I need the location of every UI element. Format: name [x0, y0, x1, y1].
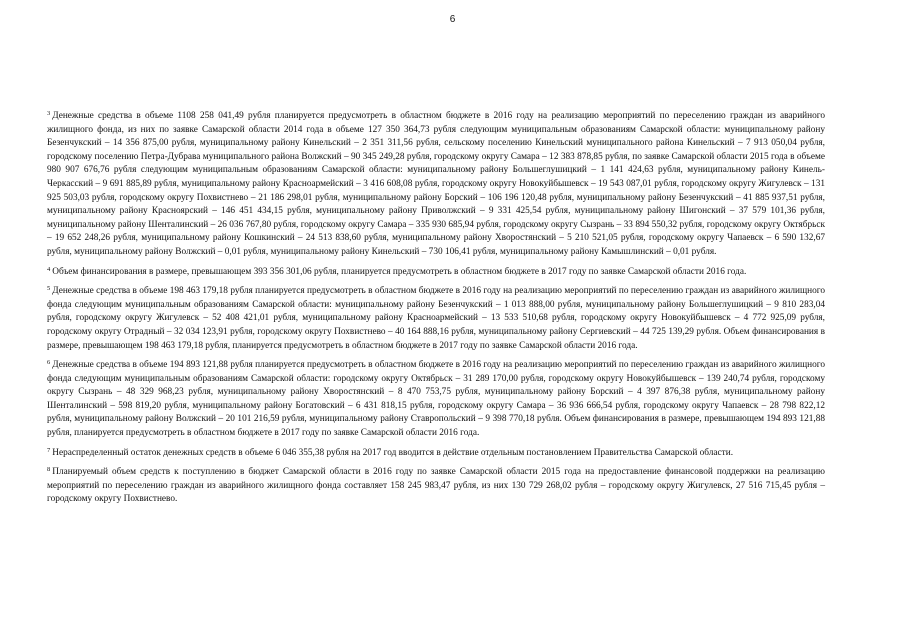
footnote-marker: 3 [47, 110, 51, 117]
footnote-text: Денежные средства в объеме 1108 258 041,49 рубля планируется предусмотреть в областном бюджете в 2016 году на реализацию мероприятий по переселению граждан из аварийного жилищного фонда, из них по заявке Самарской области 2014 года в объеме 127 350 364,73 рубля следующим муниципальным образованиям Самарской области: муниципальному району Безенчукский – 14 356 875,00 рубля, муниципальному району Кинельский – 2 351 311,56 рубля, сельскому поселению Кинельский муниципального района Кинельский – 7 913 050,04 рубля, городскому поселению Петра-Дубрава муниципального района Волжский – 90 345 249,28 рубля, городскому округу Самара – 12 383 878,85 рубля, по заявке Самарской области 2015 года в объеме 980 907 676,76 рубля следующим муниципальным образованиям Самарской области: муниципальному району Большеглушицкий – 1 141 424,63 рубля, муниципальному району Кинель-Черкасский – 9 691 885,89 рубля, муниципальному району Красноармейский – 3 416 608,08 рубля, городскому округу Новокуйбышевск – 19 543 087,01 рубля, городскому округу Жигулевск – 131 925 503,03 рубля, городскому округу Похвистнево – 21 186 298,01 рубля, муниципальному району Борский – 106 196 120,48 рубля, муниципальному району Безенчукский – 41 885 937,51 рубля, муниципальному району Красноярский – 146 451 434,15 рубля, муниципальному району Приволжский – 9 331 425,54 рубля, муниципальному району Шигонский – 37 579 101,36 рубля, муниципальному району Шенталинский – 26 036 767,80 рубля, городскому округу Самара – 335 930 685,94 рубля, городскому округу Сызрань – 33 894 550,32 рубля, городскому округу Октябрьск – 19 652 248,26 рубля, муниципальному району Кошкинский – 24 513 838,60 рубля, муниципальному району Хворостянский – 5 210 521,05 рубля, городскому округу Чапаевск – 6 590 132,67 рубля, муниципальному району Волжский – 0,01 рубля, муниципальному району Кинельский – 730 106,41 рубля, муниципальному району Камышлинский – 0,01 рубля. [47, 111, 825, 257]
footnote-5 [47, 282, 825, 353]
footnote-4 [47, 263, 825, 280]
footnote-7 [47, 444, 825, 461]
footnote-marker: 5 [47, 285, 51, 293]
page-number: 6 [449, 14, 456, 25]
footnotes [47, 107, 825, 510]
footnote-marker: 4 [47, 265, 51, 273]
footnote-8 [47, 463, 825, 507]
footnote-marker: 6 [47, 359, 51, 367]
footnote-text: Денежные средства в объеме 194 893 121,88 рубля планируется предусмотреть в областном бюджете в 2016 году на реализацию мероприятий по переселению граждан из аварийного жилищного фонда следующим муниципальным образованиям Самарской области: городскому округу Октябрьск – 31 289 170,00 рубля, городскому округу Новокуйбышевск – 139 240,74 рубля, городскому округу Сызрань – 48 329 968,23 рубля, муниципальному району Хворостянский – 8 470 753,75 рубля, муниципальному району Борский – 4 397 876,38 рубля, муниципальному району Шенталинский – 598 819,20 рубля, муниципальному району Богатовский – 6 431 818,15 рубля, городскому округу Самара – 36 936 666,54 рубля, городскому округу Чапаевск – 28 798 822,12 рубля, муниципальному району Волжский – 20 101 216,59 рубля, муниципальному району Ставропольский – 9 398 770,18 рубля. Объем финансирования в размере, превышающем 194 893 121,88 рубля, планируется предусмотреть в областном бюджете в 2017 году по заявке Самарской области 2016 года. [47, 360, 825, 439]
footnote-text: Нераспределенный остаток денежных средств в объеме 6 046 355,38 рубля на 2017 год вводится в действие отдельным постановлением Правительства Самарской области. [52, 447, 734, 458]
footnote-text: Денежные средства в объеме 198 463 179,18 рубля планируется предусмотреть в областном бюджете в 2016 году на реализацию мероприятий по переселению граждан из аварийного жилищного фонда следующим муниципальным образованиям Самарской области: муниципальному району Безенчукский – 1 013 888,00 рубля, муниципальному району Большеглушицкий – 9 810 283,04 рубля, городскому округу Жигулевск – 52 408 421,01 рубля, муниципальному району Красноармейский – 13 533 510,68 рубля, городскому округу Новокуйбышевск – 4 772 925,09 рубля, городскому округу Отрадный – 32 034 123,91 рубля, городскому округу Похвистнево – 40 164 888,16 рубля, муниципальному району Сергиевский – 44 725 139,29 рубля. Объем финансирования в размере, превышающем 198 463 179,18 рубля, планируется предусмотреть в областном бюджете в 2017 году по заявке Самарской области 2016 года. [47, 286, 825, 351]
footnote-3 [47, 107, 825, 260]
footnote-marker: 8 [47, 466, 51, 474]
footnote-marker: 7 [47, 446, 51, 454]
footnote-6 [47, 356, 825, 441]
footnote-text: Планируемый объем средств к поступлению в бюджет Самарской области в 2016 году по заявке Самарской области 2015 года на предоставление финансовой поддержки на реализацию мероприятий по переселению граждан из аварийного жилищного фонда составляет 158 245 983,47 рубля, из них 130 729 268,02 рубля – городскому округу Жигулевск, 27 516 715,45 рубля – городскому округу Похвистнево. [47, 467, 825, 505]
footnote-text: Объем финансирования в размере, превышающем 393 356 301,06 рубля, планируется предусмотреть в областном бюджете в 2017 году по заявке Самарской области 2016 года. [52, 266, 747, 277]
